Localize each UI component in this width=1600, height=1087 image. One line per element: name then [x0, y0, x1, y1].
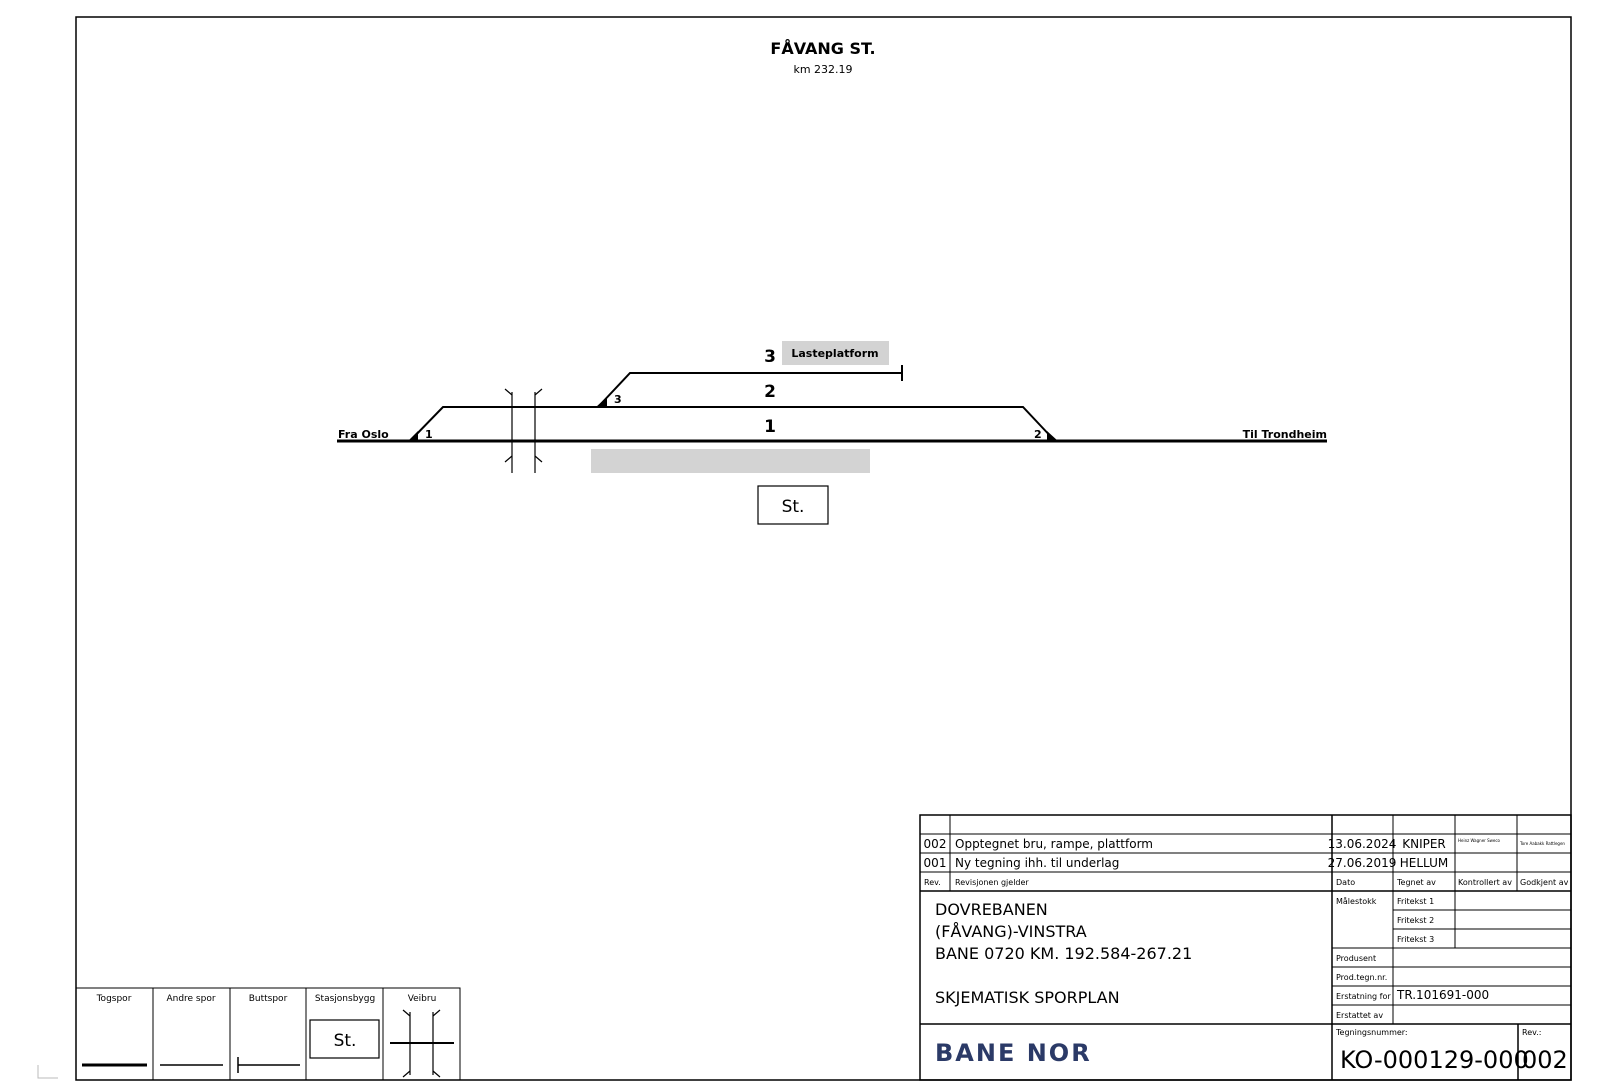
field-freetext-1: Fritekst 1 — [1397, 897, 1435, 906]
field-replaces-label: Erstatning for — [1336, 992, 1391, 1001]
field-freetext-3: Fritekst 3 — [1397, 935, 1435, 944]
drawing-number-label: Tegningsnummer: — [1336, 1028, 1408, 1037]
track-3-line — [598, 373, 902, 407]
header-checked-by: Kontrollert av — [1458, 878, 1512, 887]
switch-1-marker — [408, 431, 418, 441]
drawing-frame — [76, 17, 1571, 1080]
rev-001-text: Ny tegning ihh. til underlag — [955, 856, 1120, 870]
switch-2-label: 2 — [1034, 428, 1042, 441]
project-line-1: DOVREBANEN — [935, 900, 1048, 919]
header-drawn-by: Tegnet av — [1397, 878, 1436, 887]
rev-002-date: 13.06.2024 — [1327, 837, 1397, 851]
rev-002-number: 002 — [923, 837, 947, 851]
end-label-left: Fra Oslo — [338, 428, 389, 441]
legend-label-stasjonsbygg: Stasjonsbygg — [314, 994, 376, 1004]
rev-002-approved-signature: Tore Aabakk Rattlegen — [1520, 841, 1565, 846]
legend-label-andre-spor: Andre spor — [166, 994, 216, 1004]
rev-002-text: Opptegnet bru, rampe, plattform — [955, 837, 1153, 851]
rev-001-number: 001 — [923, 856, 947, 870]
project-line-2: (FÅVANG)-VINSTRA — [935, 922, 1087, 941]
drawing-type: SKJEMATISK SPORPLAN — [935, 988, 1120, 1007]
passenger-platform — [591, 449, 870, 473]
legend — [76, 988, 460, 1080]
legend-symbol-buttspor — [238, 1057, 300, 1073]
legend-symbol-veibru — [390, 1010, 454, 1077]
header-approved-by: Godkjent av — [1520, 878, 1569, 887]
legend-symbol-stasjonsbygg-text: St. — [333, 1031, 357, 1051]
end-label-right: Til Trondheim — [1242, 428, 1327, 441]
rev-001-date: 27.06.2019 — [1327, 856, 1397, 870]
bane-nor-logo: BANE NOR — [935, 1039, 1092, 1067]
legend-label-togspor: Togspor — [96, 994, 132, 1004]
field-replaced-by: Erstattet av — [1336, 1011, 1384, 1020]
track-1-number: 1 — [764, 417, 776, 437]
loading-platform-label: Lasteplatform — [791, 347, 879, 360]
switch-1-label: 1 — [425, 428, 433, 441]
rev-002-drawn-by: KNIPER — [1402, 837, 1446, 851]
road-bridge-symbol — [505, 389, 542, 473]
field-prod-drawing-no: Prod.tegn.nr. — [1336, 973, 1388, 982]
legend-label-buttspor: Buttspor — [248, 994, 288, 1004]
station-km: km 232.19 — [793, 63, 853, 76]
rev-001-drawn-by: HELLUM — [1399, 856, 1449, 870]
project-line-3: BANE 0720 KM. 192.584-267.21 — [935, 944, 1193, 963]
field-scale: Målestokk — [1336, 897, 1377, 906]
switch-2-marker — [1047, 431, 1058, 441]
switch-3-label: 3 — [614, 393, 622, 406]
station-building-label: St. — [781, 497, 805, 517]
field-replaces-value: TR.101691-000 — [1397, 988, 1490, 1002]
track-3-number: 3 — [764, 347, 776, 367]
header-rev: Rev. — [924, 878, 941, 887]
track-2-number: 2 — [764, 382, 776, 402]
corner-mark — [38, 1065, 58, 1078]
legend-label-veibru: Veibru — [407, 994, 437, 1004]
rev-label: Rev.: — [1522, 1028, 1542, 1037]
drawing-number: KO-000129-000 — [1340, 1046, 1529, 1074]
header-date: Dato — [1336, 878, 1356, 887]
station-title: FÅVANG ST. — [770, 39, 876, 58]
header-revision-applies: Revisjonen gjelder — [955, 878, 1029, 887]
track-2-line — [410, 407, 1055, 441]
rev-002-checked-signature: Heinz Wagner Sweco — [1458, 838, 1501, 843]
field-producer: Produsent — [1336, 954, 1377, 963]
field-freetext-2: Fritekst 2 — [1397, 916, 1435, 925]
rev-value: 002 — [1522, 1046, 1568, 1074]
